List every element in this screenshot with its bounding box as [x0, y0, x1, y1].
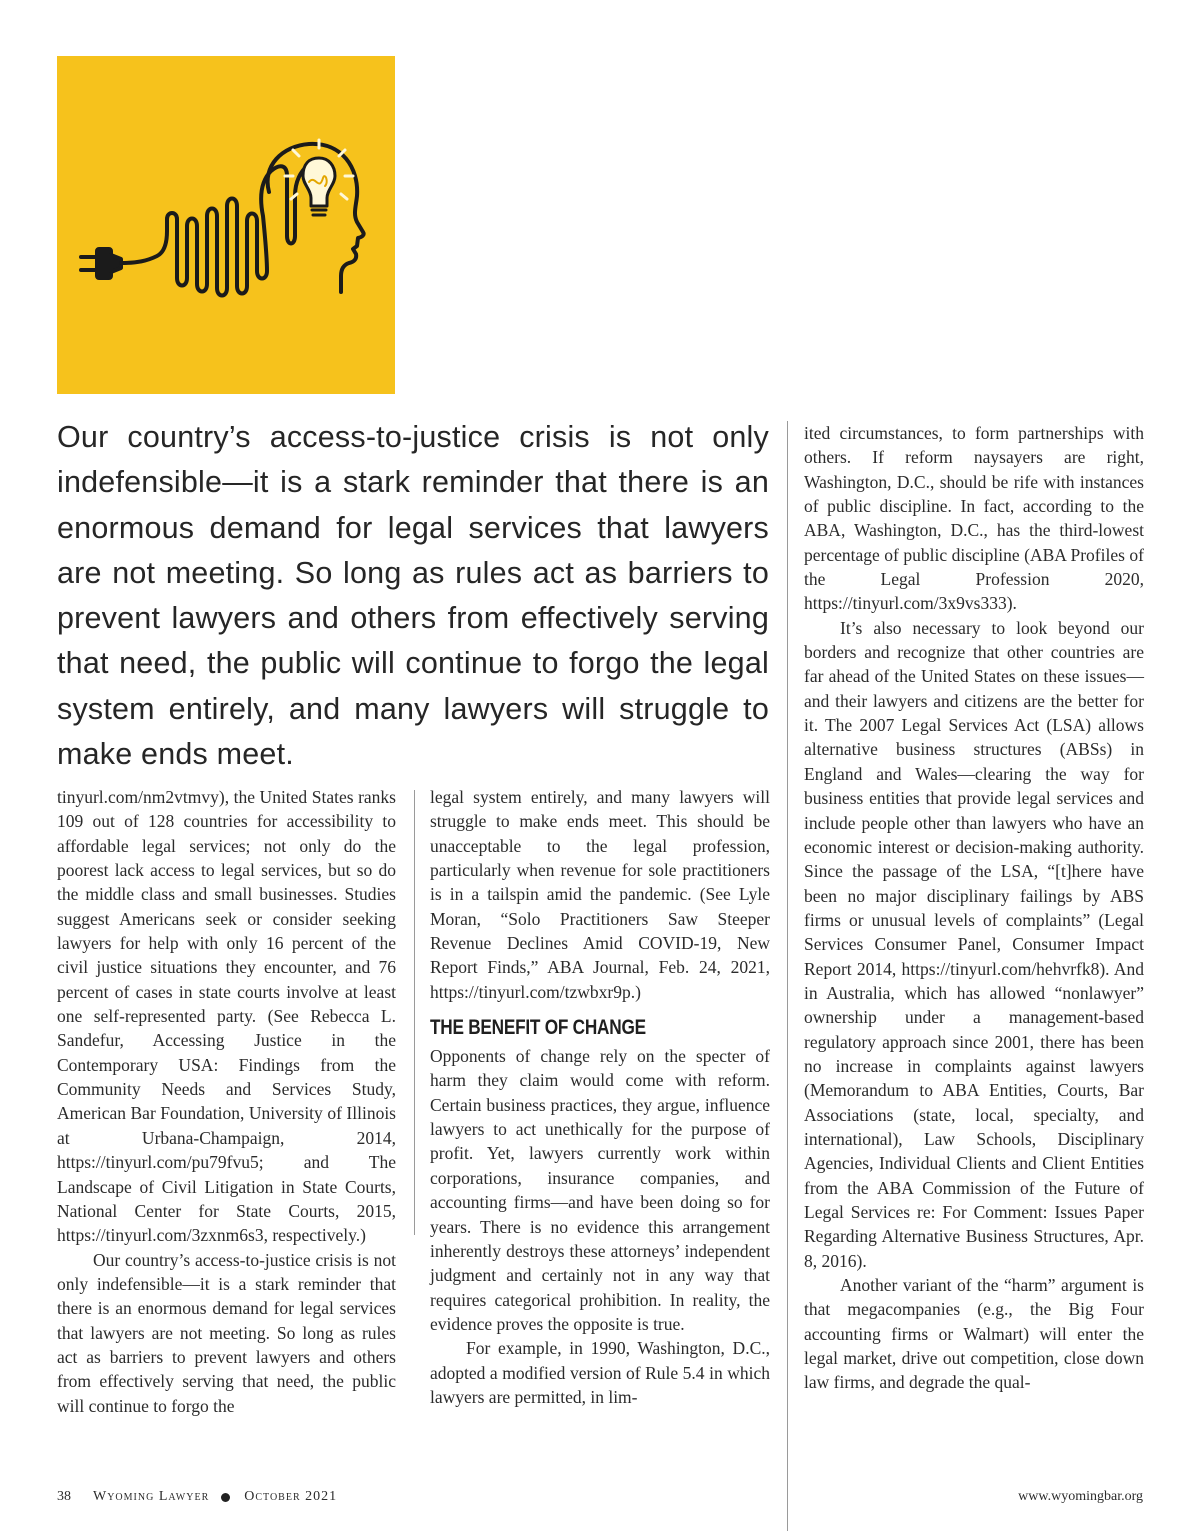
column-divider: [414, 790, 415, 1235]
paragraph: ited circumstances, to form partnerships with others. If reform naysayers are right, Washington, D.C., should be rife with instances of public discipline. In fact, according to the ABA, Washington, D.C., has the third-lowest percentage of public discipline (ABA Profiles of the Legal Profession 2020, https://tinyurl.com/3x9vs333).: [804, 423, 1144, 614]
paragraph: It’s also necessary to look beyond our borders and recognize that other countries are far ahead of the United States on these issues—and their lawyers and citizens are the better for it. The 2007 Legal Services Act (LSA) allows alternative business structures (ABSs) in England and Wales—clearing the way for business entities that provide legal services and include people other than lawyers who have an economic interest or decision-making authority. Since the passage of the LSA, “[t]here have been no major disciplinary failings by ABS firms or unusual levels of complaints” (Legal Services Consumer Panel, Consumer Impact Report 2014, https://tinyurl.com/hehvrfk8). And in Australia, which has allowed “nonlawyer” ownership under a management-based regulatory approach since 2001, there has been no increase in complaints against lawyers (Memorandum to ABA Entities, Courts, Bar Associations (state, local, specialty, and international), Law Schools, Disciplinary Agencies, Individual Clients and Client Entities from the ABA Commission of the Future of Legal Services re: For Comment: Issues Paper Regarding Alternative Business Structures, Apr. 8, 2016).: [804, 617, 1144, 1271]
publication-name: Wyoming Lawyer: [93, 1489, 210, 1504]
pull-quote: Our country’s access-to-justice crisis is not only indefensible—it is a stark reminder that there is an enormous demand for legal services that lawyers are not meeting. So long as rules act as barriers to prevent lawyers and others from effectively serving that need, the public will continue to forgo the legal system entirely, and many lawyers will struggle to make ends meet.: [57, 420, 769, 772]
paragraph: Our country’s access-to-justice crisis is not only indefensible—it is a stark reminder that there is an enormous demand for legal services that lawyers are not meeting. So long as rules act as barriers to prevent lawyers and others from effectively serving that need, the public will continue to forgo the: [57, 1249, 396, 1416]
plug-cord-head-lightbulb-icon: [57, 56, 395, 394]
paragraph: Another variant of the “harm” argument is that megacompanies (e.g., the Big Four accounting firms or Walmart) will enter the legal market, drive out competition, close down law firms, and degrade the qual-: [804, 1275, 1144, 1393]
plug-head-illustration: [57, 56, 395, 394]
paragraph: tinyurl.com/nm2vtmvy), the United States ranks 109 out of 128 countries for accessibility to affordable legal services; not only do the poorest lack access to legal services, but so do the middle class and small businesses. Studies suggest Americans seek or consider seeking lawyers for help with only 16 percent of the civil justice situations they encounter, and 76 percent of cases in state courts involve at least one self-represented party. (See Rebecca L. Sandefur, Accessing Justice in the Contemporary USA: Findings from the Community Needs and Services Study, American Bar Foundation, University of Illinois at Urbana-Champaign, 2014, https://tinyurl.com/pu79fvu5; and The Landscape of Civil Litigation in State Courts, National Center for State Courts, 2015, https://tinyurl.com/3zxnm6s3, respectively.): [57, 787, 396, 1246]
section-heading: THE BENEFIT OF CHANGE: [430, 1016, 646, 1040]
website-link[interactable]: www.wyomingbar.org: [1018, 1489, 1143, 1504]
bullet-separator-icon: [221, 1493, 230, 1502]
column-divider: [787, 421, 788, 1531]
issue-date: October 2021: [244, 1489, 338, 1504]
page-number: 38: [57, 1489, 71, 1504]
article-column-2: [430, 785, 770, 1409]
paragraph: legal system entirely, and many lawyers will struggle to make ends meet. This should be unacceptable to the legal profession, particularly when revenue for sole practitioners is in a tailspin amid the pandemic. (See Lyle Moran, “Solo Practitioners Saw Steeper Revenue Declines Amid COVID-19, New Report Finds,” ABA Journal, Feb. 24, 2021, https://tinyurl.com/tzwbxr9p.): [430, 787, 770, 1002]
paragraph: Opponents of change rely on the specter of harm they claim would come with reform. Certain business practices, they argue, influence lawyers to act unethically for the purpose of profit. Yet, lawyers currently work within corporations, insurance companies, and accounting firms—and have been doing so for years. There is no evidence this arrangement inherently destroys these attorneys’ independent judgment and certainly not in any way that requires categorical prohibition. In reality, the evidence proves the opposite is true.: [430, 1046, 770, 1334]
page-footer-left: [57, 1489, 337, 1505]
article-column-1: [57, 785, 396, 1418]
paragraph: For example, in 1990, Washington, D.C., adopted a modified version of Rule 5.4 in which lawyers are permitted, in lim-: [430, 1338, 770, 1407]
article-column-3: [804, 421, 1144, 1395]
